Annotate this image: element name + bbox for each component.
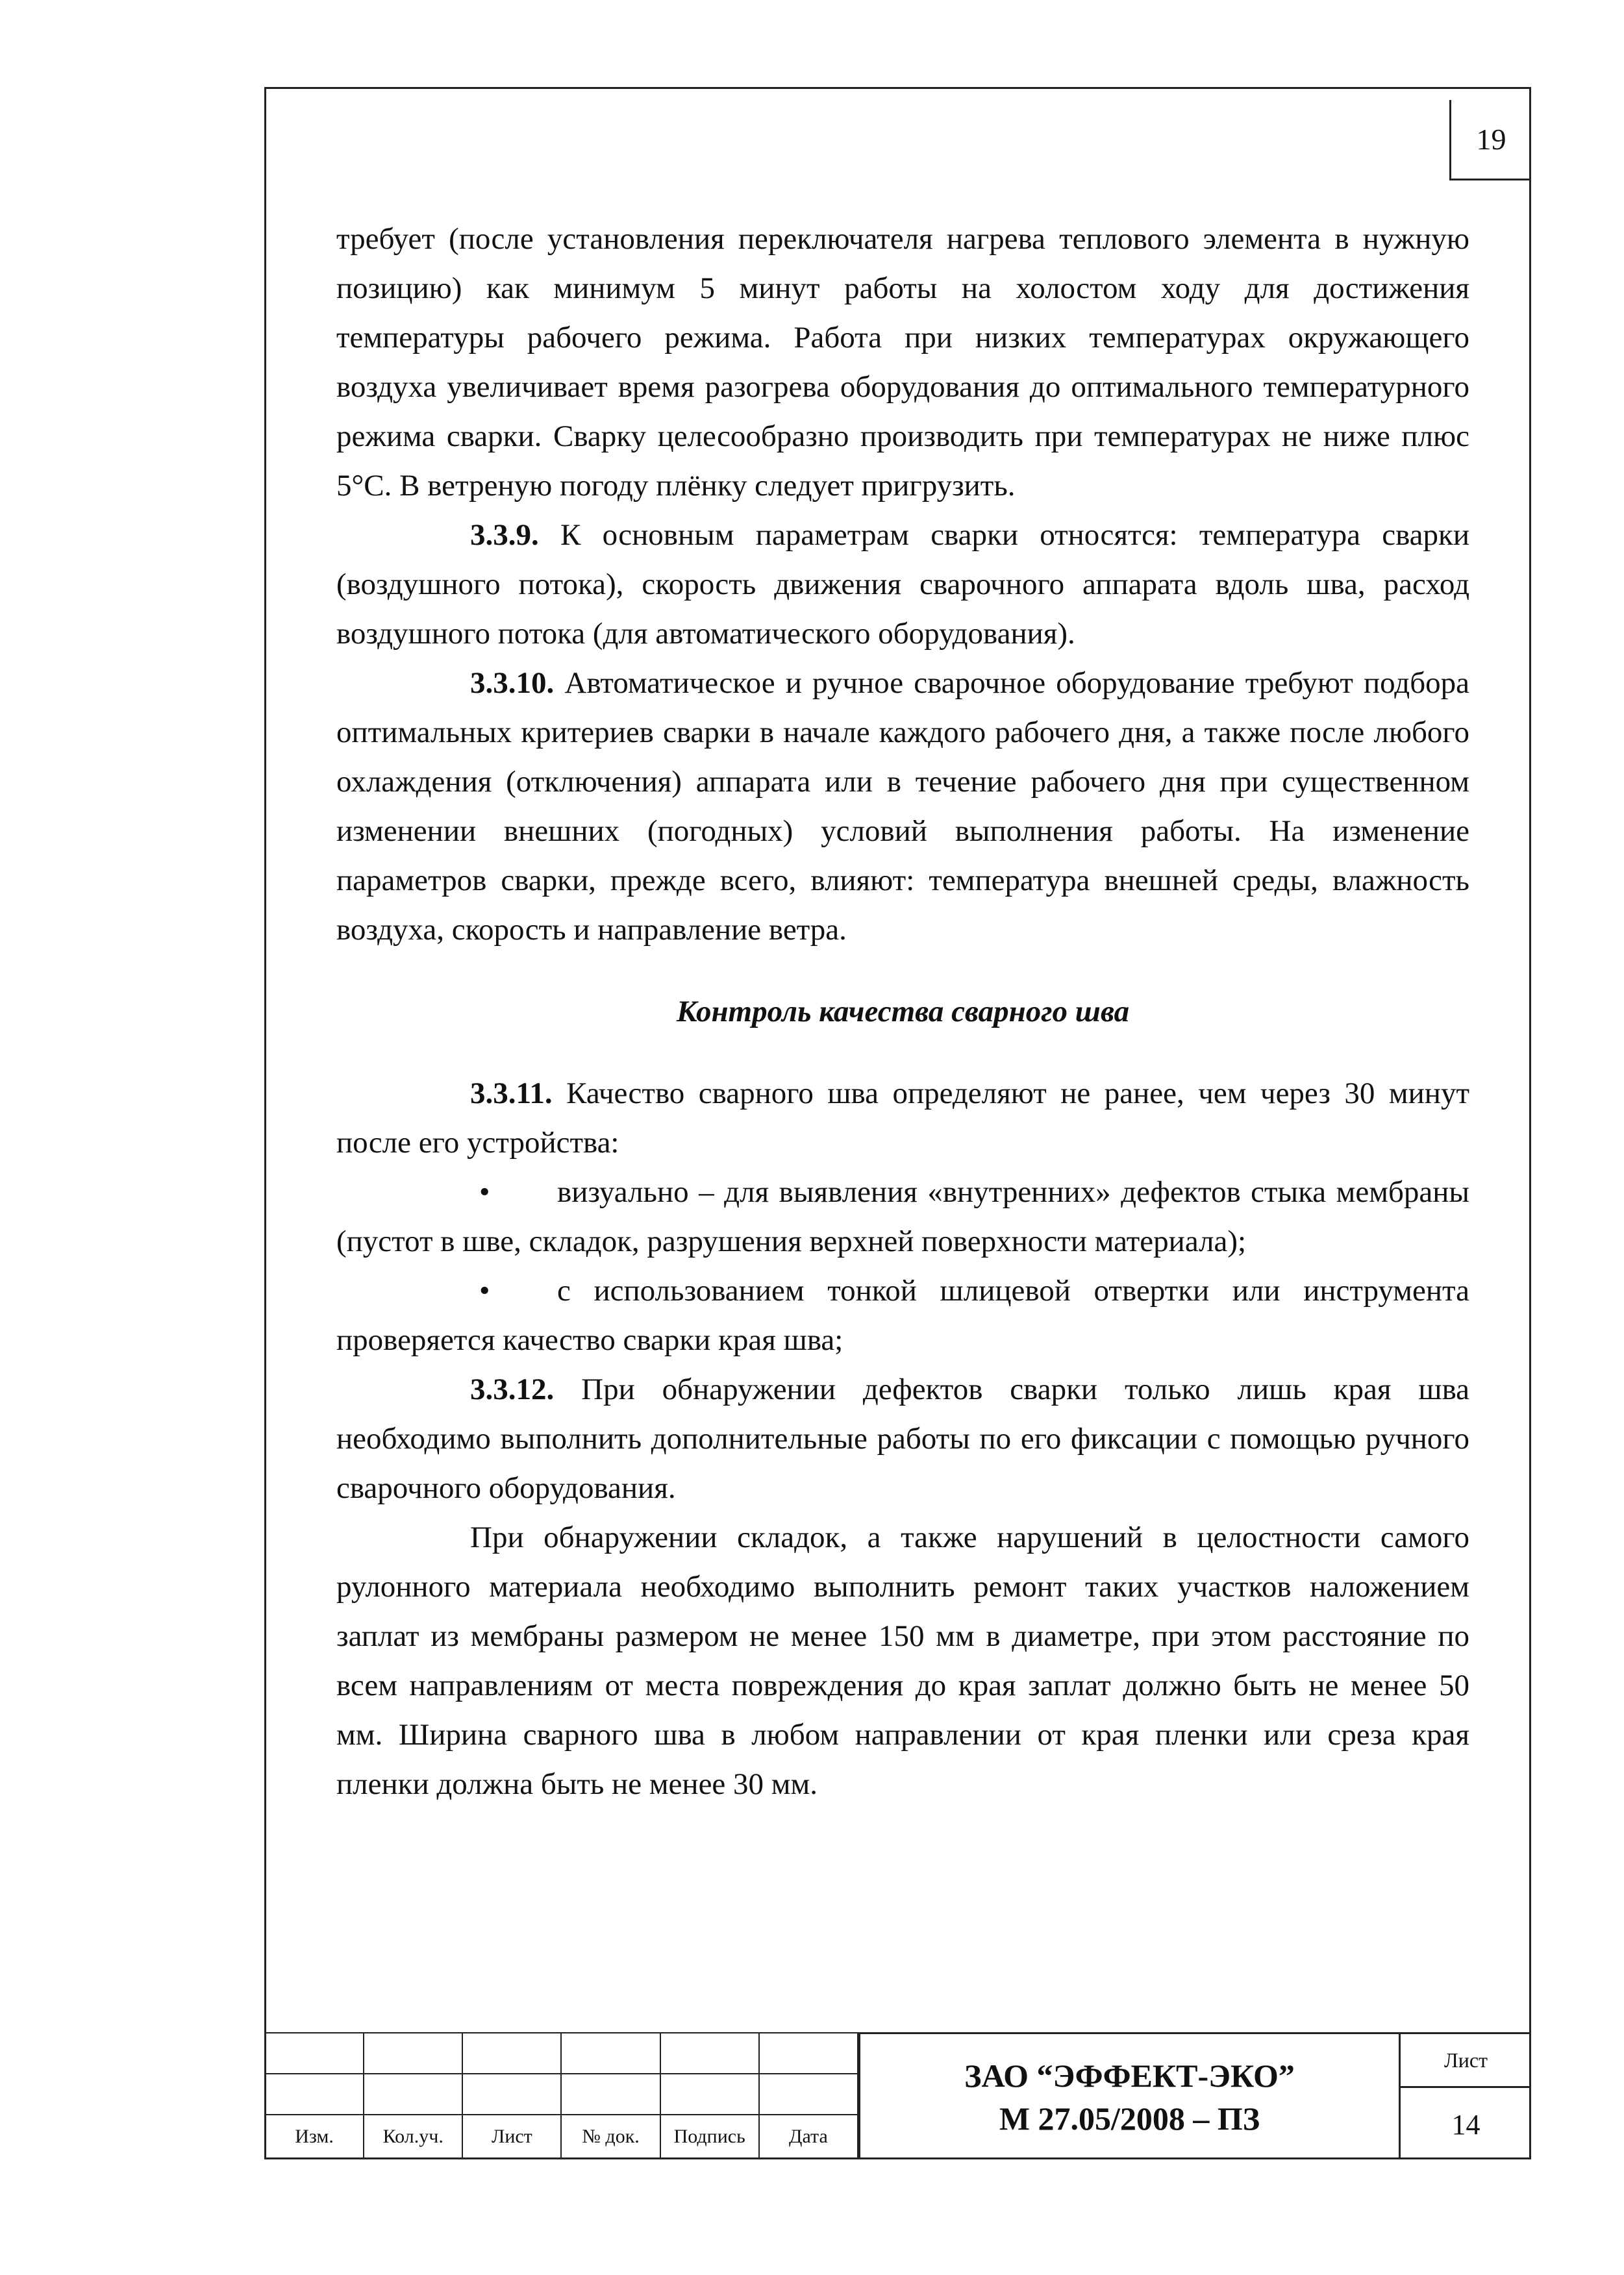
bullet-icon: • xyxy=(479,1274,490,1308)
clause-number: 3.3.12. xyxy=(470,1373,555,1406)
col-izm: Изм. xyxy=(265,2115,364,2159)
clause-number: 3.3.10. xyxy=(470,666,555,700)
section-heading: Контроль качества сварного шва xyxy=(676,995,1130,1028)
col-list: Лист xyxy=(462,2115,561,2159)
document-body xyxy=(336,214,1469,1809)
paragraph: При обнаружении складок, а также нарушений в целостности самого рулонного материала необходимо выполнить ремонт таких участков наложением заплат из мембраны размером не менее 150 мм в диаметре, при этом расстояние по всем направлениям от места повреждения до края заплат должно быть не менее 50 мм. Ширина сварного шва в любом направлении от края пленки или среза края пленки должна быть не менее 30 мм. xyxy=(336,1521,1469,1801)
paragraph: требует (после установления переключателя нагрева теплового элемента в нужную позицию) как минимум 5 минут работы на холостом ходу для достижения температуры рабочего режима. Работа при низких температурах окружающего воздуха увеличивает время разогрева оборудования до оптимального температурного режима сварки. Сварку целесообразно производить при температурах не ниже плюс 5°С. В ветреную погоду плёнку следует пригрузить. xyxy=(336,222,1469,503)
list-item-text: визуально – для выявления «внутренних» дефектов стыка мембраны (пустот в шве, складок, разрушения верхней поверхности материала); xyxy=(336,1175,1469,1258)
clause-number: 3.3.11. xyxy=(470,1076,553,1110)
list-item-text: с использованием тонкой шлицевой отвертки или инструмента проверяется качество сварки края шва; xyxy=(336,1274,1469,1357)
clause-number: 3.3.9. xyxy=(470,518,539,552)
revision-table xyxy=(264,2032,858,2159)
bullet-icon: • xyxy=(479,1175,490,1209)
company-name: ЗАО “ЭФФЕКТ-ЭКО” xyxy=(964,2057,1295,2094)
document-code: М 27.05/2008 – ПЗ xyxy=(999,2100,1260,2137)
paragraph-3-3-10 xyxy=(336,658,1469,954)
paragraph-3-3-9 xyxy=(336,510,1469,658)
col-date: Дата xyxy=(759,2115,858,2159)
list-item xyxy=(336,1167,1469,1266)
document-title-block xyxy=(858,2032,1399,2159)
paragraph-3-3-11 xyxy=(336,1069,1469,1167)
clause-text: При обнаружении дефектов сварки только лишь края шва необходимо выполнить дополнительные работы по его фиксации с помощью ручного сварочного оборудования. xyxy=(336,1373,1469,1505)
clause-text: Автоматическое и ручное сварочное оборудование требуют подбора оптимальных критериев сварки в начале каждого рабочего дня, а также после любого охлаждения (отключения) аппарата или в течение рабочего дня при существенном изменении внешних (погодных) условий выполнения работы. На изменение параметров сварки, прежде всего, влияют: температура внешней среды, влажность воздуха, скорость и направление ветра. xyxy=(336,666,1469,947)
clause-text: К основным параметрам сварки относятся: температура сварки (воздушного потока), скорость движения сварочного аппарата вдоль шва, расход воздушного потока (для автоматического оборудования). xyxy=(336,518,1469,651)
page-number: 19 xyxy=(1449,100,1531,180)
sheet-number: 14 xyxy=(1451,2109,1480,2141)
paragraph-3-3-12 xyxy=(336,1365,1469,1513)
sheet-block xyxy=(1399,2032,1531,2159)
sheet-label: Лист xyxy=(1401,2034,1531,2088)
col-signature: Подпись xyxy=(660,2115,759,2159)
col-doc-no: № док. xyxy=(561,2115,660,2159)
title-block-stamp xyxy=(264,2032,1531,2159)
clause-text: Качество сварного шва определяют не ранее, чем через 30 минут после его устройства: xyxy=(336,1076,1469,1160)
col-kol-uch: Кол.уч. xyxy=(364,2115,462,2159)
list-item xyxy=(336,1266,1469,1365)
